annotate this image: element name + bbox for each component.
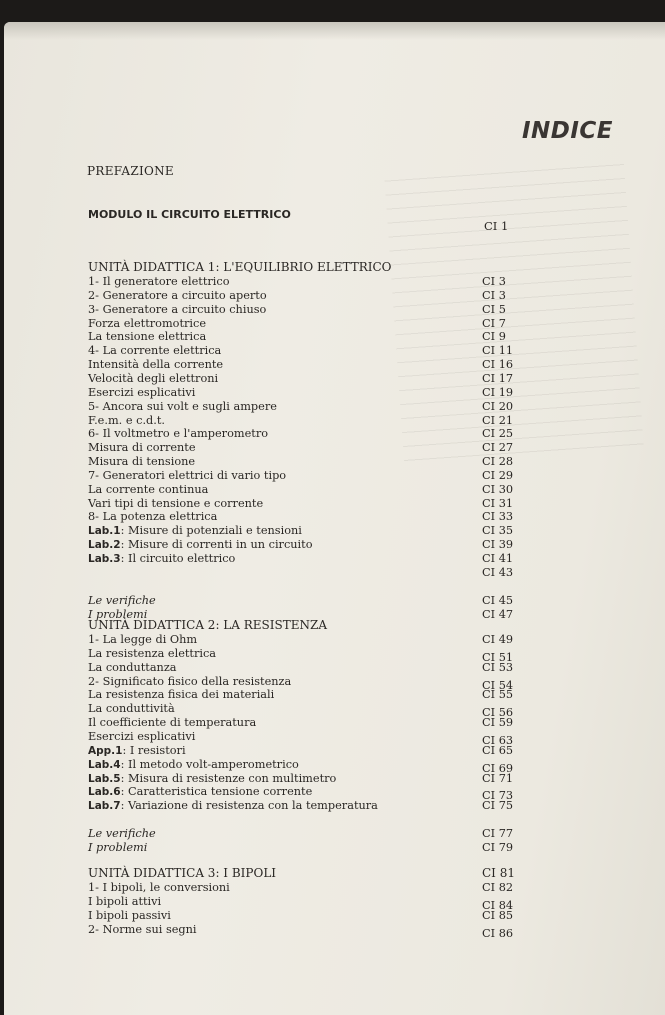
- toc-entry: [88, 757, 538, 775]
- toc-entry-text: La tensione elettrica: [88, 330, 207, 344]
- toc-entry: [88, 497, 538, 511]
- toc-entry: [88, 646, 538, 664]
- toc-entry-page: CI 54: [482, 678, 514, 692]
- lab-label: Lab.6: [88, 786, 121, 799]
- toc-entry-title: [88, 675, 291, 689]
- toc-entry-page: CI 49: [482, 633, 514, 646]
- toc-entry-title: I problemi: [88, 607, 148, 621]
- toc-entry: [88, 909, 538, 923]
- unit-title: UNITÀ DIDATTICA 1: L'EQUILIBRIO ELETTRICO: [88, 260, 392, 274]
- toc-entry: [88, 799, 538, 813]
- preface-entry: PREFAZIONE: [87, 164, 174, 178]
- toc-entry-page: CI 45: [482, 593, 514, 607]
- toc-entry-page: CI 65: [482, 743, 514, 757]
- toc-entry-text: : Misure di potenziali e tensioni: [120, 524, 302, 538]
- toc-entry-title: [88, 909, 171, 923]
- toc-entry-text: Esercizi esplicativi: [88, 385, 196, 399]
- toc-entry-title: [88, 358, 223, 372]
- toc-entry-title: [88, 483, 208, 497]
- toc-entry-text: Il coefficiente di temperatura: [88, 716, 257, 730]
- toc-entry: [88, 702, 538, 720]
- toc-entry-title: [88, 758, 299, 772]
- toc-entry: [88, 400, 538, 414]
- toc-entry-page: CI 3: [482, 275, 506, 288]
- toc-entry-text: 5- Ancora sui volt e sugli ampere: [88, 399, 277, 413]
- toc-entry-title: [88, 923, 197, 937]
- toc-entry: [88, 303, 538, 317]
- toc-entry-title: [88, 895, 161, 909]
- toc-entry-text: La conduttanza: [88, 660, 177, 674]
- unit-title-page: CI 81: [482, 866, 516, 880]
- toc-entry-page: CI 3: [482, 288, 506, 302]
- toc-entry-title: [88, 497, 263, 511]
- toc-entry-page: CI 47: [482, 607, 514, 621]
- toc-entry: [88, 414, 538, 428]
- toc-entry-text: Misura di tensione: [88, 455, 196, 469]
- toc-entry-title: [88, 730, 195, 744]
- toc-entry-title: [88, 716, 256, 730]
- toc-entry-page: CI 51: [482, 650, 514, 664]
- toc-entry-text: F.e.m. e c.d.t.: [88, 413, 165, 427]
- toc-entry: [88, 772, 538, 786]
- toc-entry: [88, 922, 538, 940]
- toc-entry: [88, 427, 538, 441]
- toc-entry-page: CI 79: [482, 840, 514, 854]
- toc-entry-page: CI 33: [482, 510, 514, 524]
- toc-entry-title: [88, 538, 313, 552]
- toc-entry-title: [88, 330, 206, 344]
- toc-entry-title: [88, 455, 195, 469]
- book-page: [4, 22, 665, 1015]
- toc-entry: [88, 729, 538, 747]
- toc-entry: [88, 661, 538, 675]
- index-heading: INDICE: [521, 118, 613, 144]
- lab-label: App.1: [88, 744, 123, 757]
- toc-entry-title: [88, 414, 165, 428]
- toc-entry: [88, 538, 538, 552]
- toc-entry-title: [88, 400, 277, 414]
- toc-entry: [88, 633, 538, 647]
- toc-entry-title: [88, 275, 230, 289]
- module-page-number: CI 1: [484, 219, 509, 233]
- toc-entry: [88, 386, 538, 400]
- toc-entry-title: [88, 469, 286, 483]
- toc-entry-text: 1- I bipoli, le conversioni: [88, 881, 230, 894]
- toc-entry: [88, 827, 538, 841]
- toc-entry: [88, 330, 538, 344]
- toc-entry-page: CI 17: [482, 371, 514, 385]
- toc-entry: [88, 289, 538, 303]
- toc-entry-text: : Caratteristica tensione corrente: [120, 785, 313, 799]
- toc-entry-text: : Misure di correnti in un circuito: [120, 538, 313, 552]
- toc-entry-text: 4- La corrente elettrica: [88, 344, 222, 358]
- toc-entry: [88, 372, 538, 386]
- toc-entry: [88, 674, 538, 692]
- toc-entry-page: CI 75: [482, 799, 514, 813]
- toc-entry-title: [88, 633, 197, 647]
- toc-entry: [88, 524, 538, 538]
- toc-entry: [88, 841, 538, 855]
- toc-entry-page: CI 59: [482, 716, 514, 730]
- toc-entry-text: 2- Norme sui segni: [88, 922, 197, 936]
- toc-entry-text: : Variazione di resistenza con la temperatura: [120, 799, 378, 813]
- toc-entry-title: [88, 744, 186, 758]
- toc-entry-title: [88, 510, 217, 524]
- toc-entry-title: [88, 386, 195, 400]
- toc-entry-text: La corrente continua: [88, 482, 209, 496]
- unit-title: UNITÀ DIDATTICA 3: I BIPOLI: [88, 866, 277, 880]
- toc-entry-page: CI 41: [482, 552, 514, 565]
- toc-entry-text: Intensità della corrente: [88, 358, 224, 372]
- toc-entry-title: [88, 552, 235, 566]
- toc-entry: [88, 881, 538, 895]
- toc-entry-title: [88, 372, 218, 386]
- toc-entry: [88, 358, 538, 372]
- toc-entry: [88, 716, 538, 730]
- toc-entry-page: CI 29: [482, 468, 514, 482]
- toc-entry-page: CI 55: [482, 688, 514, 702]
- toc-entry-page: CI 85: [482, 908, 514, 922]
- toc-entry-text: Esercizi esplicativi: [88, 729, 196, 743]
- toc-entry-text: : I resistori: [122, 743, 186, 757]
- toc-entry-text: Velocità degli elettroni: [88, 371, 219, 385]
- toc-entry-text: La resistenza elettrica: [88, 646, 217, 660]
- toc-entry-text: 7- Generatori elettrici di vario tipo: [88, 468, 287, 482]
- toc-entry-text: 3- Generatore a circuito chiuso: [88, 302, 267, 316]
- toc-entry-title: [88, 427, 268, 441]
- toc-entry-page: CI 28: [482, 455, 514, 469]
- toc-entry-text: : Misura di resistenze con multimetro: [120, 771, 337, 785]
- toc-entry-text: 1- Il generatore elettrico: [88, 275, 230, 288]
- toc-entry-page: CI 7: [482, 316, 506, 330]
- toc-entry-text: La resistenza fisica dei materiali: [88, 688, 275, 702]
- toc-entry-title: [88, 702, 175, 716]
- module-title: MODULO IL CIRCUITO ELETTRICO: [88, 208, 291, 221]
- toc-entry-page: CI 9: [482, 330, 506, 344]
- toc-entry: [88, 688, 538, 702]
- toc-entry-page: CI 19: [482, 385, 514, 399]
- toc-entry: [88, 317, 538, 331]
- toc-entry-title: [88, 647, 216, 661]
- toc-entry: [88, 510, 538, 524]
- toc-entry: [88, 344, 538, 358]
- toc-entry-page: CI 69: [482, 761, 514, 775]
- toc-entry-text: I bipoli attivi: [88, 894, 162, 908]
- toc-entry-title: [88, 524, 302, 538]
- lab-label: Lab.4: [88, 758, 121, 771]
- toc-entry-text: 1- La legge di Ohm: [88, 633, 198, 646]
- toc-entry-page: CI 5: [482, 302, 506, 316]
- toc-entry-page: CI 73: [482, 789, 514, 803]
- toc-entry-page: CI 11: [482, 344, 514, 358]
- toc-entry-text: Misura di corrente: [88, 441, 196, 455]
- lab-label: Lab.5: [88, 772, 121, 785]
- toc-entry-page: CI 30: [482, 482, 514, 496]
- toc-entry-text: 2- Generatore a circuito aperto: [88, 288, 267, 302]
- toc-entry-title: [88, 799, 378, 813]
- toc-entry-text: Vari tipi di tensione e corrente: [88, 496, 264, 510]
- page-top-shadow: [4, 22, 665, 40]
- toc-entry: [88, 483, 538, 497]
- toc-entry-page: CI 31: [482, 496, 514, 510]
- toc-entry-text: : Il metodo volt-amperometrico: [120, 757, 299, 771]
- toc-entry-title: [88, 317, 206, 331]
- toc-entry: [88, 441, 538, 455]
- toc-entry: [88, 566, 538, 580]
- toc-entry-page: CI 71: [482, 771, 514, 785]
- toc-entry-title: [88, 785, 312, 799]
- toc-entry: [88, 469, 538, 483]
- toc-entry-page: CI 21: [482, 413, 514, 427]
- toc-entry: [88, 594, 538, 608]
- toc-entry-text: 2- Significato fisico della resistenza: [88, 674, 292, 688]
- toc-entry-page: CI 39: [482, 538, 514, 552]
- toc-entry-page: CI 82: [482, 881, 514, 894]
- toc-entry-title: Le verifiche: [88, 593, 156, 607]
- toc-entry-title: [88, 303, 266, 317]
- toc-entry: [88, 552, 538, 566]
- toc-entry-page: CI 27: [482, 441, 514, 455]
- toc-entry-text: Forza elettromotrice: [88, 316, 207, 330]
- toc-entry-page: CI 53: [482, 660, 514, 674]
- toc-entry-title: [88, 289, 267, 303]
- lab-label: Lab.2: [88, 539, 121, 552]
- toc-entry: [88, 785, 538, 803]
- toc-entry-title: Le verifiche: [88, 827, 156, 841]
- toc-entry-title: I problemi: [88, 840, 148, 854]
- toc-entry-title: [88, 344, 221, 358]
- toc-entry-text: : Il circuito elettrico: [120, 552, 236, 565]
- toc-entry-text: 8- La potenza elettrica: [88, 510, 218, 524]
- toc-entry-title: [88, 772, 336, 786]
- toc-entry-text: 6- Il voltmetro e l'amperometro: [88, 427, 269, 441]
- lab-label: Lab.3: [88, 553, 121, 565]
- lab-label: Lab.7: [88, 800, 121, 813]
- toc-entry-page: CI 43: [482, 565, 514, 579]
- toc-entry: [88, 744, 538, 758]
- toc-entry-page: CI 86: [482, 926, 514, 940]
- toc-entry-title: [88, 661, 177, 675]
- unit-title: UNITÀ DIDATTICA 2: LA RESISTENZA: [88, 618, 327, 632]
- toc-entry-page: CI 20: [482, 399, 514, 413]
- toc-entry-title: [88, 441, 196, 455]
- toc-entry: [88, 894, 538, 912]
- toc-entry: [88, 275, 538, 289]
- toc-entry-text: La conduttività: [88, 702, 175, 716]
- toc-entry-title: [88, 688, 274, 702]
- toc-entry-text: I bipoli passivi: [88, 908, 171, 922]
- toc-entry-page: CI 25: [482, 427, 514, 441]
- toc-entry-page: CI 35: [482, 524, 514, 538]
- toc-entry-title: [88, 881, 230, 895]
- lab-label: Lab.1: [88, 525, 121, 538]
- toc-entry-page: CI 77: [482, 827, 514, 841]
- toc-entry-page: CI 84: [482, 898, 514, 912]
- toc-entry-page: CI 63: [482, 733, 514, 747]
- toc-entry-page: CI 16: [482, 358, 514, 372]
- toc-entry-page: CI 56: [482, 706, 514, 720]
- toc-entry: [88, 455, 538, 469]
